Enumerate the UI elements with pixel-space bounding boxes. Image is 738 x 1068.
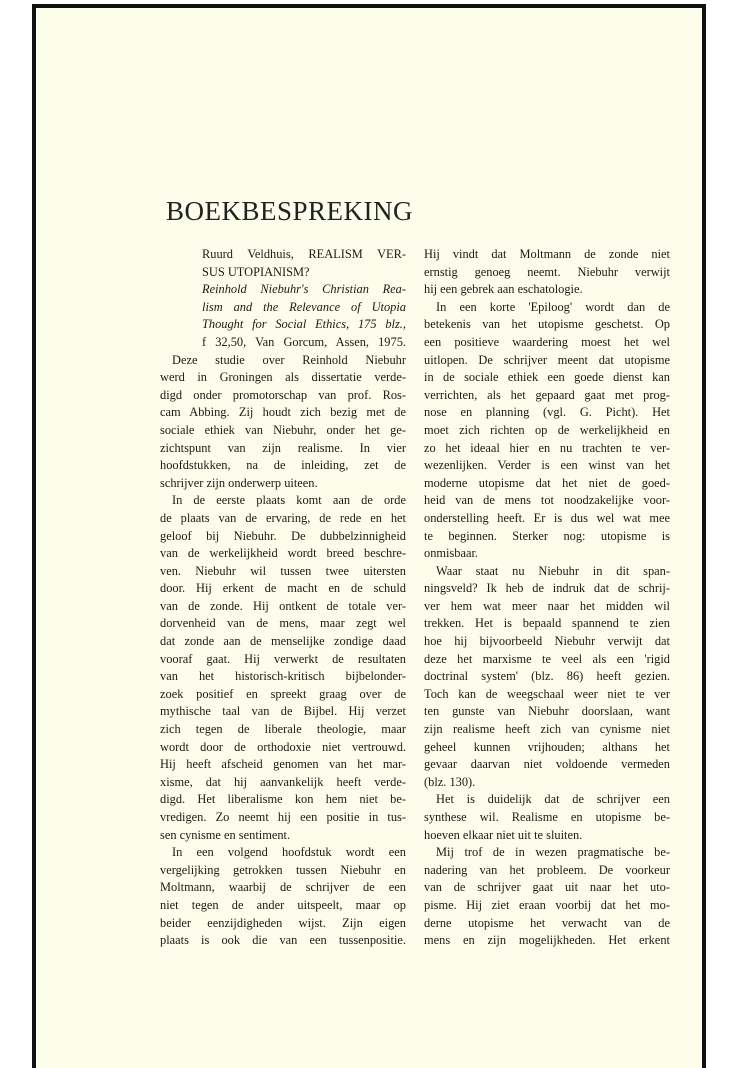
- text-line: door. Hij erkent de macht en de schuld: [160, 581, 406, 596]
- text-line: digd onder promotorschap van prof. Ros-: [160, 387, 406, 402]
- text-line: betekenis van het utopisme geschetst. Op: [424, 317, 670, 332]
- scan-border-right: [702, 4, 706, 1068]
- text-line: synthese wil. Realisme en utopisme be-: [424, 810, 670, 824]
- text-line: mens en zijn mogelijkheden. Het erkent: [424, 933, 670, 948]
- text-line: xisme, dat hij aanvankelijk heeft verde-: [160, 774, 406, 789]
- text-line: werd in Groningen als dissertatie verde-: [160, 370, 406, 385]
- text-line: moderne utopisme dat het niet de goed-: [424, 475, 670, 490]
- text-line: plaats is ook die van een tussenpositie.: [160, 933, 406, 948]
- text-line: dorvenheid van de mens, maar zegt wel: [160, 616, 406, 631]
- page-title: BOEKBESPREKING: [166, 196, 414, 226]
- text-line: Ruurd Veldhuis, REALISM VER-: [202, 247, 406, 261]
- text-line: Hij heeft afscheid genomen van het mar-: [160, 757, 406, 772]
- text-line: Mij trof de in wezen pragmatische be-: [436, 845, 670, 860]
- text-line: een positieve waardering moest het wel: [424, 334, 670, 349]
- text-line: hoeven elkaar niet uit te sluiten.: [424, 827, 583, 842]
- text-line: Hij vindt dat Moltmann de zonde niet: [424, 247, 670, 261]
- text-line: heid van de mens tot noodzakelijke voor-: [424, 493, 670, 508]
- text-line: te beginnen. Sterker nog: utopisme is: [424, 528, 670, 543]
- text-line: ernstig genoeg neemt. Niebuhr verwijt: [424, 264, 670, 279]
- text-line: SUS UTOPIANISM?: [202, 264, 310, 279]
- text-line: digd. Het liberalisme kon hem niet be-: [160, 792, 406, 807]
- text-line: zijn realisme heeft zich van cynisme niet: [424, 722, 670, 737]
- text-line: onderstelling heeft. Er is dus wel wat mee: [424, 510, 670, 525]
- text-line: In de eerste plaats komt aan de orde: [172, 493, 406, 508]
- text-line: sociale ethiek van Niebuhr, onder het ge-: [160, 422, 406, 437]
- text-line: uitlopen. De schrijver meent dat utopisme: [424, 352, 670, 367]
- text-line: ningsveld? Ik heb de indruk dat de schrij-: [424, 581, 670, 596]
- text-line: hij een gebrek aan eschatologie.: [424, 282, 583, 297]
- text-line: nose en planning (vgl. G. Picht). Het: [424, 405, 670, 420]
- text-line: cam Abbing. Zij houdt zich bezig met de: [160, 405, 406, 420]
- text-line: Het is duidelijk dat de schrijver een: [436, 792, 670, 807]
- text-line: vredigen. Zo neemt hij een positie in tus-: [160, 810, 406, 824]
- text-line: pisme. Hij ziet eraan voorbij dat het mo-: [424, 897, 670, 912]
- text-line: Reinhold Niebuhr's Christian Rea-: [202, 282, 406, 297]
- text-line: Toch kan de weegschaal weer niet te ver: [424, 686, 670, 701]
- text-line: van de werkelijkheid wordt breed beschre-: [160, 546, 406, 561]
- text-line: hoe hij bijvoorbeeld Niebuhr verwijt dat: [424, 634, 670, 649]
- text-line: deze het marxisme te veel als een 'rigid: [424, 651, 670, 666]
- text-line: trekken. Het is bepaald spannend te zien: [424, 616, 670, 631]
- text-line: vooraf gaat. Hij verwerkt de resultaten: [160, 651, 406, 666]
- text-line: hoofdstukken, na de inleiding, zet de: [160, 458, 406, 473]
- text-line: van de schrijver gaat uit naar het uto-: [424, 880, 670, 895]
- text-line: zo het ideaal hier en nu trachten te ver-: [424, 440, 670, 455]
- text-line: derne utopisme het verwacht van de: [424, 915, 670, 930]
- left-column: [160, 246, 406, 950]
- text-line: ten gunste van Niebuhr doorslaan, want: [424, 704, 670, 719]
- text-line: vergelijking getrokken tussen Niebuhr en: [160, 862, 406, 877]
- text-line: ver hem wat meer naar het midden wil: [424, 598, 670, 613]
- text-line: verrichten, als het gepaard gaat met prog-: [424, 387, 670, 402]
- text-line: nadering van het probleem. De voorkeur: [424, 862, 670, 877]
- text-line: mythische taal van de Bijbel. Hij verzet: [160, 704, 406, 719]
- text-line: gevaar daarvan niet voldoende vermeden: [424, 757, 670, 772]
- text-line: van de zonde. Hij ontkent de totale ver-: [160, 598, 406, 613]
- text-line: geloof bij Niebuhr. De dubbelzinnigheid: [160, 528, 406, 543]
- text-line: geheel kunnen vrijhouden; althans het: [424, 739, 670, 754]
- text-line: lism and the Relevance of Utopia: [202, 299, 406, 314]
- text-line: zoek positief en spreekt graag over de: [160, 686, 406, 701]
- text-line: In een volgend hoofdstuk wordt een: [172, 845, 406, 860]
- text-line: Moltmann, waarbij de schrijver de een: [160, 880, 406, 895]
- right-column: [424, 246, 670, 950]
- text-line: zich tegen de liberale theologie, maar: [160, 722, 406, 737]
- text-line: schrijver zijn onderwerp uiteen.: [160, 475, 318, 490]
- text-line: In een korte 'Epiloog' wordt dan de: [436, 299, 670, 314]
- text-line: dat zonde aan de menselijke zondige daad: [160, 634, 406, 649]
- text-line: doctrinal system' (blz. 86) heeft gezien.: [424, 669, 670, 684]
- text-line: Thought for Social Ethics, 175 blz.,: [202, 317, 406, 332]
- text-line: wordt door de orthodoxie niet vertrouwd.: [160, 739, 406, 754]
- text-line: de plaats van de ervaring, de rede en het: [160, 510, 406, 525]
- text-line: wezenlijken. Verder is een winst van het: [424, 458, 670, 473]
- text-line: niet tegen de ander uitspeelt, maar op: [160, 897, 406, 912]
- text-line: van het historisch-kritisch bijbelonder-: [160, 669, 406, 684]
- text-line: ven. Niebuhr wil tussen twee uitersten: [160, 563, 406, 578]
- text-line: f 32,50, Van Gorcum, Assen, 1975.: [202, 334, 406, 349]
- text-line: beider eenzijdigheden wijst. Zijn eigen: [160, 915, 406, 930]
- text-line: (blz. 130).: [424, 774, 476, 789]
- text-line: Deze studie over Reinhold Niebuhr: [172, 352, 406, 367]
- text-line: onmisbaar.: [424, 546, 479, 561]
- text-line: Waar staat nu Niebuhr in dit span-: [436, 563, 670, 578]
- text-line: sen cynisme en sentiment.: [160, 827, 291, 842]
- text-line: in de sociale ethiek een goede dienst kan: [424, 370, 670, 385]
- text-line: moet zich richten op de werkelijkheid en: [424, 422, 670, 437]
- text-line: zichtspunt van zijn realisme. In vier: [160, 440, 406, 455]
